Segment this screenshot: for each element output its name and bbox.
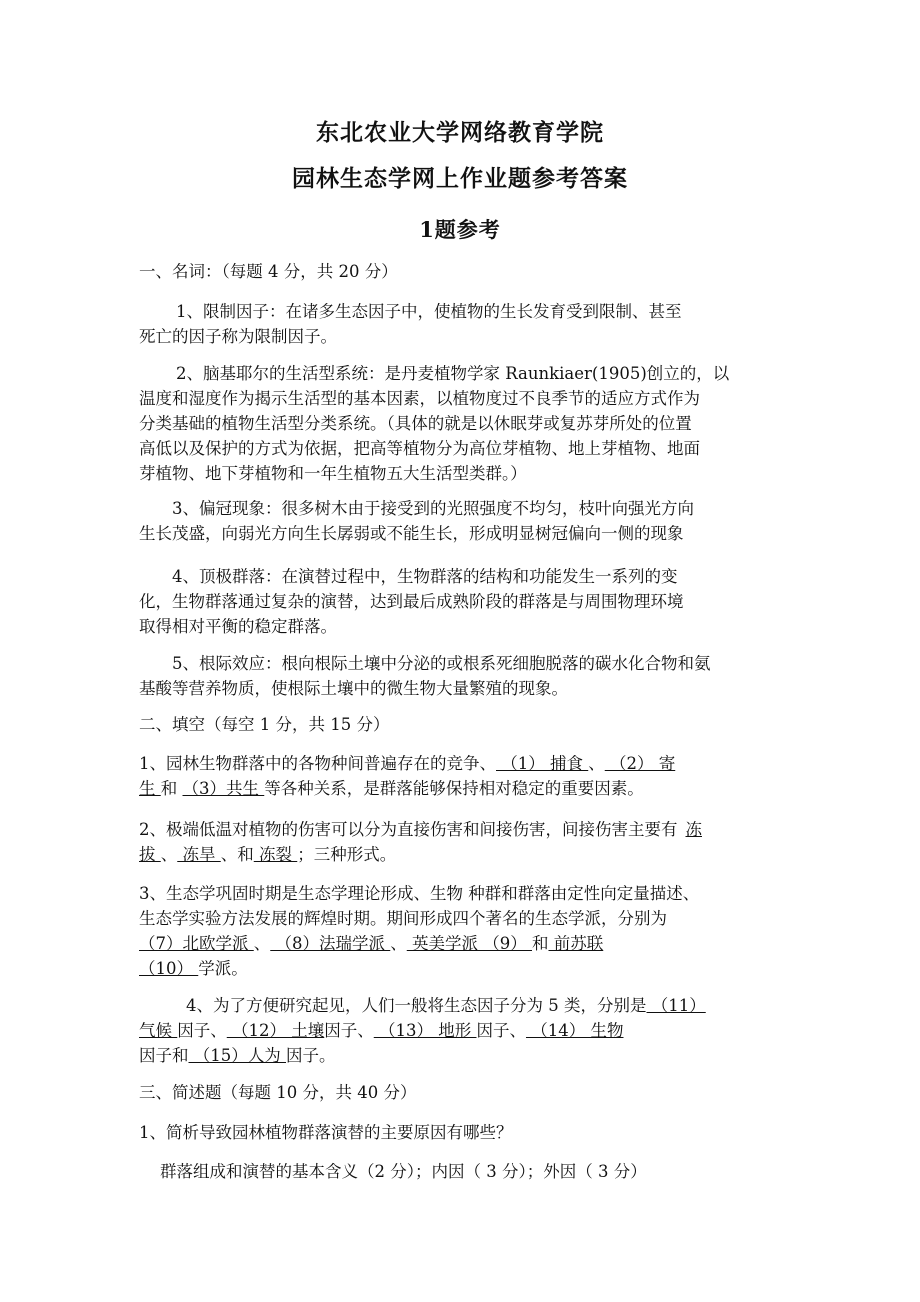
blank-11-climate-end: 气候	[139, 1021, 178, 1040]
s2-q3-and: 和	[531, 934, 549, 953]
s2-q4-line1	[186, 994, 706, 1018]
s2-q1-line1	[139, 752, 675, 776]
document-subtitle: 1题参考	[419, 217, 501, 242]
s2-q1-text-d: 等各种关系，是群落能够保持相对稳定的重要因素。	[264, 779, 644, 798]
blank-14-biological: （14） 生物	[525, 1021, 624, 1040]
s1-q2-line4: 高低以及保护的方式为依据，把高等植物分为高位芽植物、地上芽植物、地面	[139, 439, 700, 458]
s2-q2-sep1: 、	[160, 845, 178, 864]
s2-q3-line3	[139, 932, 603, 956]
blank-frost-heave-start: 冻	[685, 820, 702, 839]
s2-q3-line4	[139, 957, 248, 981]
s2-q2-sep2: 、和	[220, 845, 254, 864]
s2-q1-text-a: 1、园林生物群落中的各物种间普遍存在的竞争、	[139, 754, 496, 773]
s1-q4-line2: 化，生物群落通过复杂的演替，达到最后成熟阶段的群落是与周围物理环境	[139, 592, 684, 611]
s2-q1-text-c: 、	[588, 754, 605, 773]
s1-q3-line2: 生长茂盛，向弱光方向生长孱弱或不能生长，形成明显树冠偏向一侧的现象	[139, 524, 684, 543]
blank-10-soviet-school-end: （10）	[139, 959, 199, 978]
s2-q2-text-end: ；三种形式。	[297, 845, 397, 864]
s2-q2-text-a: 2、极端低温对植物的伤害可以分为直接伤害和间接伤害，间接伤害主要有	[139, 820, 678, 839]
s2-q4-factor-and: 因子和	[139, 1046, 189, 1065]
s1-q2-line2: 温度和湿度作为揭示生活型的基本因素，以植物度过不良季节的适应方式作为	[139, 389, 700, 408]
s2-q4-factor3: 因子、	[476, 1021, 526, 1040]
blank-13-terrain: （13） 地形	[373, 1021, 477, 1040]
section2-heading: 二、填空（每空 1 分，共 15 分）	[139, 715, 390, 734]
s2-q1-text-and: 和	[160, 779, 183, 798]
blank-15-human: （15）人为	[188, 1046, 286, 1065]
s2-q4-line3	[139, 1044, 336, 1068]
s2-q4-line2	[139, 1019, 623, 1043]
s2-q1-line2	[139, 777, 644, 801]
s2-q4-text-a: 4、为了方便研究起见，人们一般将生态因子分为 5 类，分别是	[186, 996, 647, 1015]
blank-1-predation: （1） 捕食	[496, 754, 589, 773]
section3-heading: 三、简述题（每题 10 分，共 40 分）	[139, 1083, 417, 1102]
s1-q4-line1: 4、顶极群落：在演替过程中，生物群落的结构和功能发生一系列的变	[172, 567, 678, 586]
blank-3-symbiosis: （3）共生	[182, 779, 265, 798]
blank-10-soviet-school-start: 前苏联	[548, 934, 604, 953]
blank-frost-drought: 冻旱	[177, 845, 221, 864]
s2-q4-text-end: 因子。	[286, 1046, 336, 1065]
s1-q2-line3: 分类基础的植物生活型分类系统。（具体的就是以休眠芽或复苏芽所处的位置	[139, 414, 692, 433]
s1-q1-line2: 死亡的因子称为限制因子。	[139, 327, 337, 346]
institution-title: 东北农业大学网络教育学院	[316, 119, 604, 146]
blank-9-anglo-american-school: 英美学派 （9）	[406, 934, 532, 953]
s1-q5-line1: 5、根际效应：根向根际土壤中分泌的或根系死细胞脱落的碳水化合物和氨	[172, 654, 711, 673]
s1-q1-line1: 1、限制因子：在诸多生态因子中，使植物的生长发育受到限制、甚至	[176, 302, 682, 321]
s1-q3-line1: 3、偏冠现象：很多树木由于接受到的光照强度不均匀，枝叶向强光方向	[172, 499, 694, 518]
s2-q3-text-end: 学派。	[198, 959, 248, 978]
s1-q4-line3: 取得相对平衡的稳定群落。	[139, 617, 337, 636]
blank-11-climate-start: （11）	[646, 996, 706, 1015]
s2-q4-factor1: 因子、	[177, 1021, 227, 1040]
blank-8-franco-swiss-school: （8）法瑞学派	[270, 934, 391, 953]
blank-2-parasitism-end: 生	[139, 779, 161, 798]
blank-frost-crack: 冻裂	[253, 845, 298, 864]
blank-7-nordic-school: （7）北欧学派	[139, 934, 254, 953]
s1-q5-line2: 基酸等营养物质，使根际土壤中的微生物大量繁殖的现象。	[139, 679, 568, 698]
section1-heading: 一、名词：（每题 4 分，共 20 分）	[139, 262, 398, 281]
s2-q3-line2: 生态学实验方法发展的辉煌时期。期间形成四个著名的生态学派，分别为	[139, 909, 667, 928]
s1-q2-line5: 芽植物、地下芽植物和一年生植物五大生活型类群。）	[139, 464, 527, 483]
blank-frost-heave-end: 拔	[139, 845, 161, 864]
s1-q2-line1: 2、脑基耶尔的生活型系统：是丹麦植物学家 Raunkiaer(1905)创立的，以	[176, 364, 730, 383]
s2-q2-line2	[139, 843, 396, 867]
s2-q3-sep1: 、	[253, 934, 271, 953]
s3-q1-answer: 群落组成和演替的基本含义（2 分）；内因（ 3 分）；外因（ 3 分）	[160, 1162, 647, 1181]
s2-q2-line1	[139, 818, 702, 842]
s2-q3-line1: 3、生态学巩固时期是生态学理论形成、生物 种群和群落由定性向定量描述、	[139, 884, 700, 903]
s2-q4-factor2: 因子、	[324, 1021, 374, 1040]
blank-12-soil: （12） 土壤	[226, 1021, 325, 1040]
s2-q3-sep2: 、	[390, 934, 407, 953]
blank-2-parasitism-start: （2） 寄	[604, 754, 676, 773]
document-title: 园林生态学网上作业题参考答案	[292, 165, 628, 192]
s3-q1-question: 1、简析导致园林植物群落演替的主要原因有哪些？	[139, 1123, 513, 1142]
